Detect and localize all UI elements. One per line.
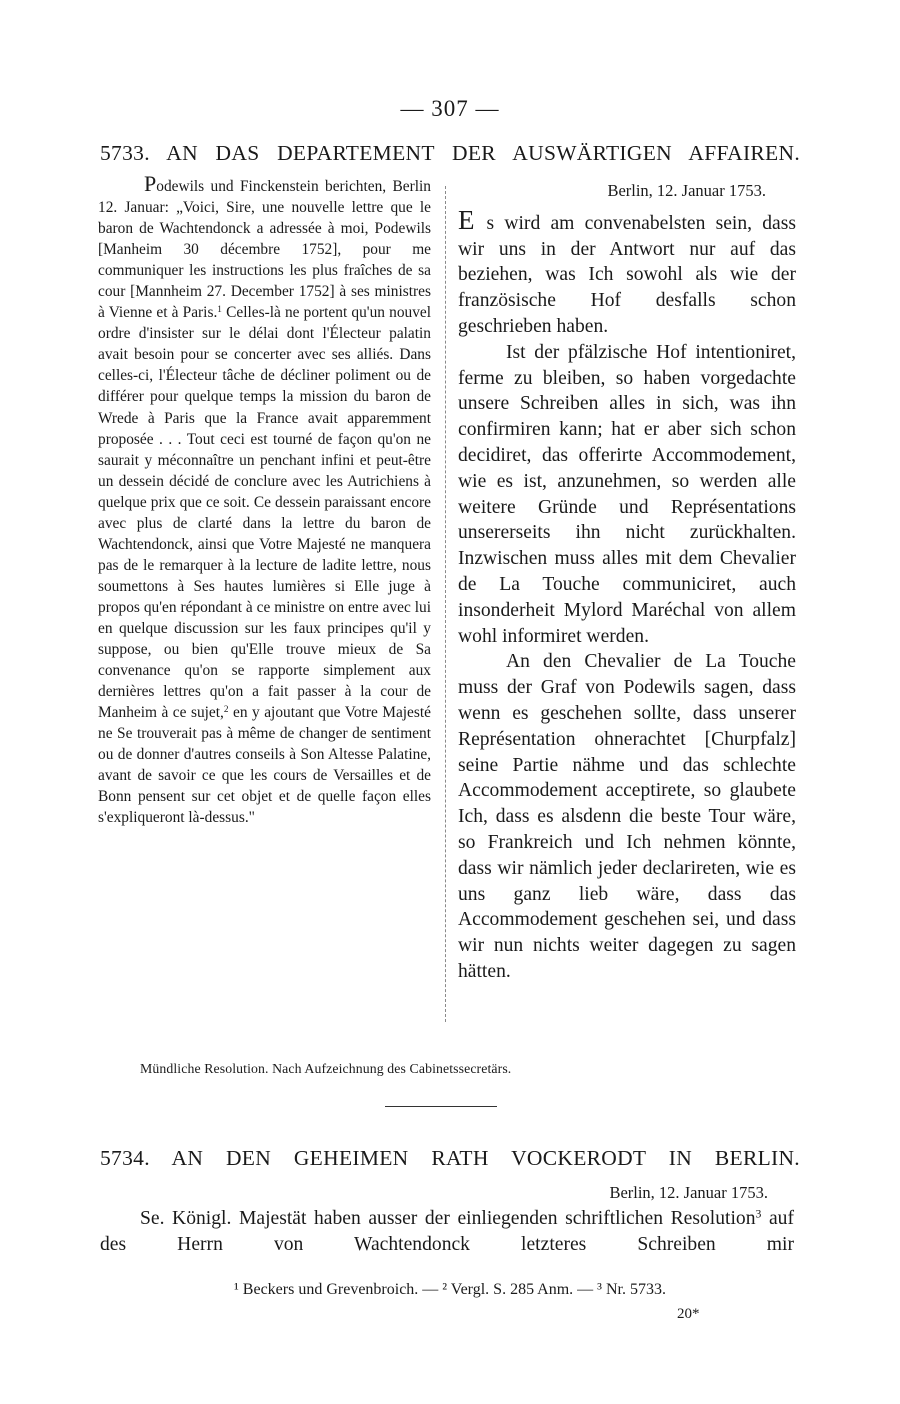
letter-dateline: Berlin, 12. Januar 1753. (609, 1183, 768, 1202)
resolution-note: Mündliche Resolution. Nach Aufzeichnung des Cabinetssecretärs. (140, 1061, 512, 1076)
page-number: — 307 — (400, 96, 500, 121)
report-text-1: odewils und Finckenstein berichten, Berlin 12. Januar: „Voici, Sire, une nouvelle lettre que le baron de Wachtendonck a adressée à moi, Podewils [Manheim 30 décembre 1752], pour me communiquer les instructions les plus fraîches de sa cour [Mannheim 27. December 1752] à ses ministres à Vienne et à Paris. (98, 178, 431, 322)
reply-paragraph-3: An den Chevalier de La Touche muss der Graf von Podewils sagen, dass wenn es geschehen sollte, dass unserer Représentation ohnerachtet [Churpfalz] seine Partie nähme und das schlechte Accommodement acceptirete, so glaubete Ich, dass es alsdenn die beste Tour wäre, so Frankreich und Ich nehmen könnte, dass wir nämlich jeder declarireten, wie es uns ganz lieb wäre, dass das Accommodement geschehen sei, und dass wir nun nichts weiter dagegen zu sagen hätten. (458, 651, 796, 982)
reply-paragraph-1 (458, 204, 796, 340)
reply-paragraph-2: Ist der pfälzische Hof intentioniret, ferme zu bleiben, so haben vorgedachte unsere Schreiben alles in sich, was ihn confirmiren kann; hat er aber sich schon decidiret, das offerirte Accommodement, wie es ist, anzunehmen, so werden alle weitere Gründe und Représentations unsererseits ihn nicht zurückhalten. Inzwischen muss alles mit dem Chevalier de La Touche communiciret, auch insonderheit Mylord Maréchal von allem wohl informiret werden. (458, 341, 796, 647)
footnote-ref-2: 2 (223, 704, 229, 715)
reply-dateline: Berlin, 12. Januar 1753. (607, 181, 766, 200)
report-paragraph (98, 173, 431, 828)
report-text-2: Celles-là ne portent qu'un nouvel ordre d'insister sur le délai dont l'Électeur palatin avait besoin pour se concerter avec ses alliés. Dans celles-ci, l'Électeur tâche de décliner poliment ou de différer pour quelque temps la mission du baron de Wrede à Paris que la France avait apparemment proposée . . . Tout ceci est tourné de façon qu'on ne saurait y méconnaître un penchant infini et peut-être un dessein décidé de conclure avec les Autrichiens à quelque prix que ce soit. Ce dessein paraissant encore avec plus de clarté dans la lettre du baron de Wachtendonck, ainsi que Votre Majesté ne manquera pas de le remarquer à la lecture de ladite lettre, nous soumettons à Ses hautes lumières si Elle juge à propos qu'en répondant à ce ministre on entre avec lui en quelque discussion sur les faux principes qu'il y suppose, ou bien qu'Elle trouve mieux de Sa convenance qu'on se rapporte simplement aux dernières lettres qu'on a fait passer à la cour de Manheim à ce sujet, (98, 304, 432, 722)
section-heading-5733: 5733. AN DAS DEPARTEMENT DER AUSWÄRTIGEN AFFAIREN. (100, 141, 800, 165)
reply-column (458, 178, 796, 985)
footnotes: ¹ Beckers und Grevenbroich. — ² Vergl. S. 285 Anm. — ³ Nr. 5733. (234, 1281, 666, 1298)
letter-body (100, 1206, 794, 1258)
column-divider (445, 186, 446, 1022)
letter-text-b: auf des Herrn von Wachtendonck letzteres Schreiben mir (100, 1208, 795, 1255)
section-heading-5734: 5734. AN DEN GEHEIMEN RATH VOCKERODT IN BERLIN. (100, 1146, 800, 1170)
report-column (98, 173, 431, 828)
reply-initial: E (458, 204, 475, 235)
report-text-3: en y ajoutant que Votre Majesté ne Se trouverait pas à même de changer de sentiment ou de donner d'autres conseils à Son Altesse Palatine, avant de savoir ce que les cours de Versailles et de Bonn pensent sur cet objet et de quelle façon elles s'expliqueront là-dessus." (98, 704, 431, 827)
section-separator (385, 1106, 497, 1107)
letter-text-a: Se. Königl. Majestät haben ausser der einliegenden schriftlichen Resolution (140, 1208, 756, 1229)
footnote-ref-3: 3 (755, 1207, 762, 1221)
footnote-ref-1: 1 (217, 304, 222, 315)
letter-paragraph (100, 1206, 794, 1258)
reply-text-1: s wird am convenabelsten sein, dass wir uns in der Antwort nur auf das beziehen, was Ich sowohl als wie der französische Hof desfalls schon geschrieben haben. (458, 212, 796, 337)
printer-signature: 20* (677, 1306, 700, 1322)
report-initial: P (144, 171, 157, 196)
